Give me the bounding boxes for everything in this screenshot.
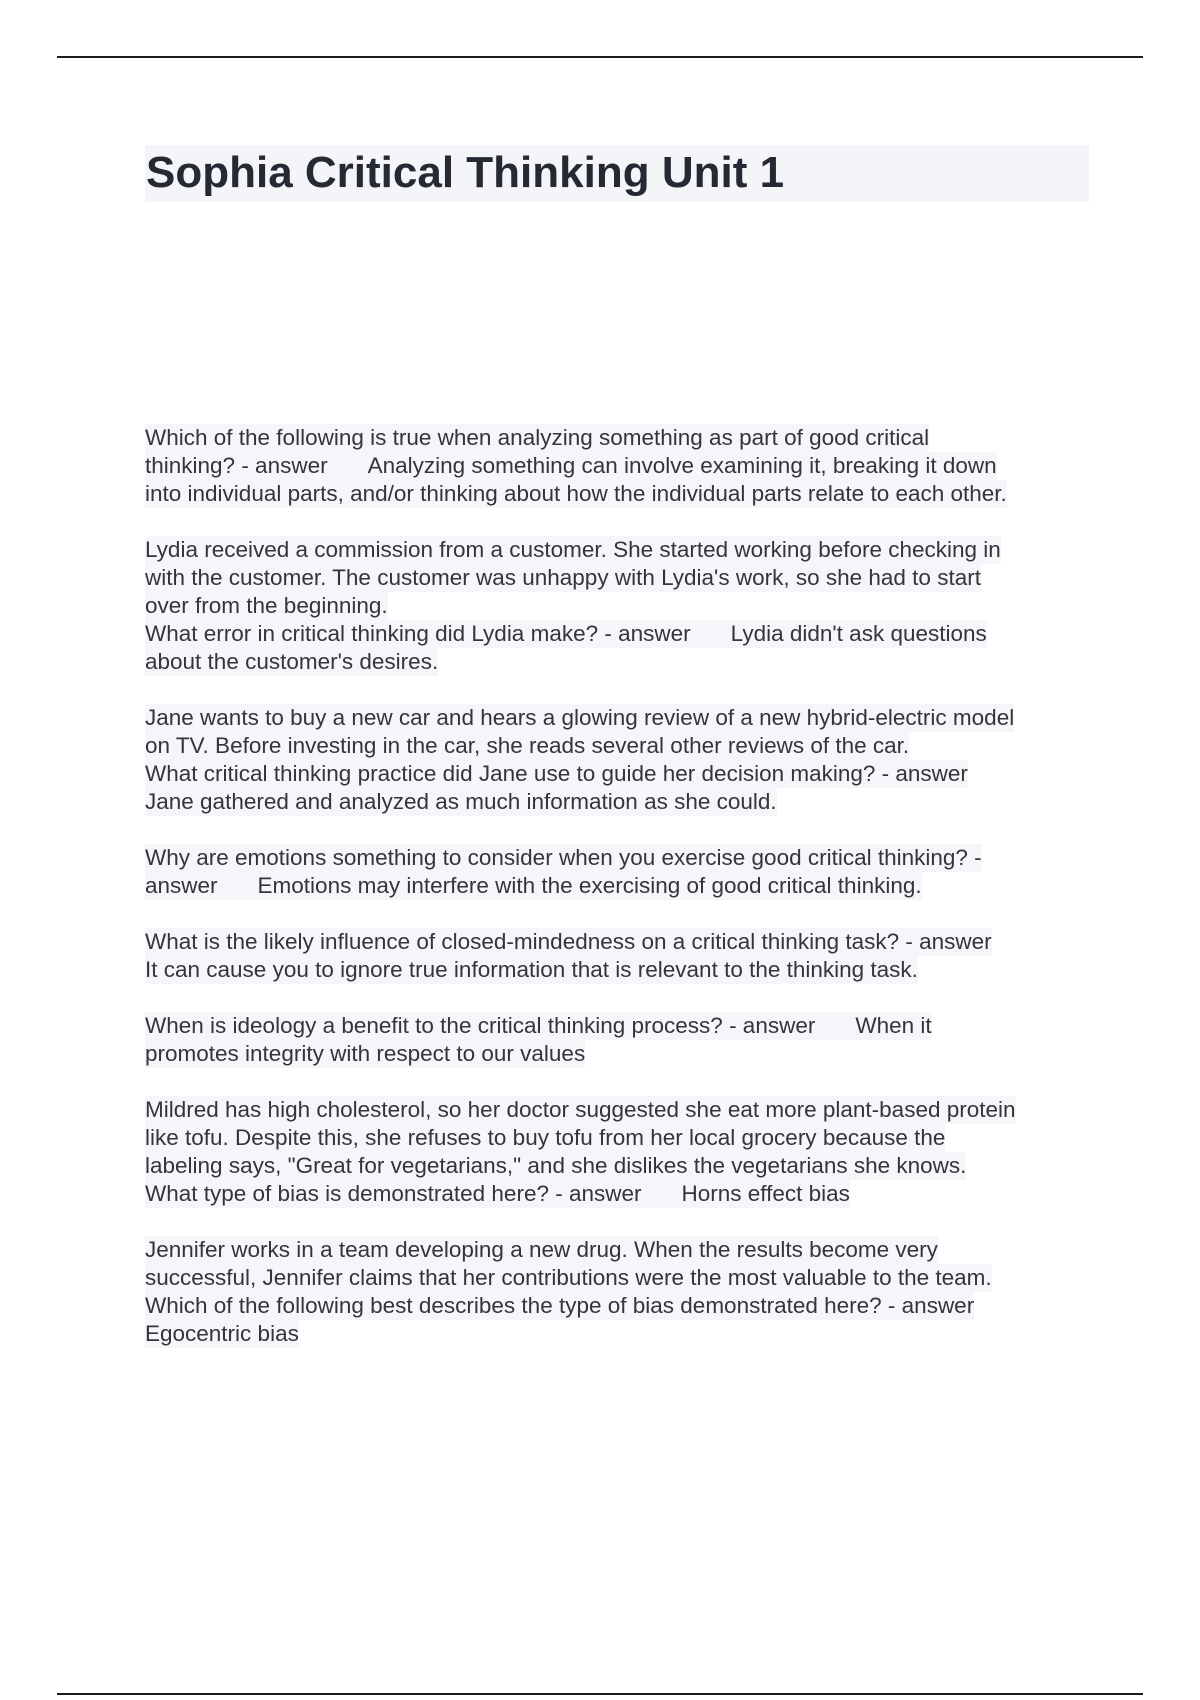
qa-text-line: Mildred has high cholesterol, so her doctor suggested she eat more plant-based protein	[145, 1097, 1016, 1122]
document-title: Sophia Critical Thinking Unit 1	[146, 148, 785, 197]
qa-text-line: successful, Jennifer claims that her contributions were the most valuable to the team.	[145, 1265, 992, 1290]
qa-text-line: Lydia received a commission from a customer. She started working before checking in	[145, 537, 1001, 562]
qa-list	[145, 424, 1090, 1376]
qa-question-end: thinking? - answer	[145, 453, 328, 478]
qa-text-line: over from the beginning.	[145, 593, 388, 618]
qa-text-line	[145, 1180, 850, 1208]
qa-text-line: Which of the following is true when analyzing something as part of good critical	[145, 425, 930, 450]
qa-text-line: labeling says, "Great for vegetarians," and she dislikes the vegetarians she knows.	[145, 1153, 967, 1178]
qa-answer: Analyzing something can involve examining it, breaking it down	[367, 453, 997, 478]
qa-item	[145, 704, 1090, 816]
header-rule	[57, 56, 1143, 58]
qa-item	[145, 424, 1090, 508]
footer-rule	[57, 1693, 1143, 1695]
qa-answer: Emotions may interfere with the exercising of good critical thinking.	[257, 873, 922, 898]
qa-answer: When it	[855, 1013, 932, 1038]
qa-text-line: with the customer. The customer was unhappy with Lydia's work, so she had to start	[145, 565, 981, 590]
qa-text-line: Which of the following best describes the type of bias demonstrated here? - answer	[145, 1293, 975, 1318]
qa-text-line: Why are emotions something to consider when you exercise good critical thinking? -	[145, 845, 982, 870]
qa-question-end: What error in critical thinking did Lydia make? - answer	[145, 621, 691, 646]
qa-text-line: about the customer's desires.	[145, 649, 439, 674]
qa-text-line: Jennifer works in a team developing a new drug. When the results become very	[145, 1237, 938, 1262]
qa-question-end: When is ideology a benefit to the critical thinking process? - answer	[145, 1013, 816, 1038]
qa-answer: Horns effect bias	[681, 1181, 850, 1206]
qa-text-line	[145, 620, 987, 648]
qa-item	[145, 536, 1090, 676]
qa-item	[145, 1236, 1090, 1348]
qa-item	[145, 844, 1090, 900]
qa-text-line: on TV. Before investing in the car, she reads several other reviews of the car.	[145, 733, 910, 758]
qa-text-line	[145, 452, 997, 480]
qa-text-line: What critical thinking practice did Jane use to guide her decision making? - answer	[145, 761, 968, 786]
qa-text-line: promotes integrity with respect to our values	[145, 1041, 586, 1066]
qa-text-line	[145, 1012, 932, 1040]
qa-question-end: answer	[145, 873, 218, 898]
qa-text-line: like tofu. Despite this, she refuses to buy tofu from her local grocery because the	[145, 1125, 946, 1150]
qa-question-end: What type of bias is demonstrated here? - answer	[145, 1181, 642, 1206]
qa-item	[145, 1012, 1090, 1068]
qa-answer: Lydia didn't ask questions	[730, 621, 987, 646]
qa-item	[145, 928, 1090, 984]
qa-text-line: into individual parts, and/or thinking about how the individual parts relate to each other.	[145, 481, 1007, 506]
qa-answer: Jane gathered and analyzed as much information as she could.	[145, 789, 777, 814]
qa-text-line: What is the likely influence of closed-mindedness on a critical thinking task? - answer	[145, 929, 992, 954]
qa-answer: It can cause you to ignore true information that is relevant to the thinking task.	[145, 957, 918, 982]
qa-item	[145, 1096, 1090, 1208]
qa-text-line	[145, 872, 922, 900]
qa-answer: Egocentric bias	[145, 1321, 299, 1346]
qa-text-line: Jane wants to buy a new car and hears a glowing review of a new hybrid-electric model	[145, 705, 1015, 730]
